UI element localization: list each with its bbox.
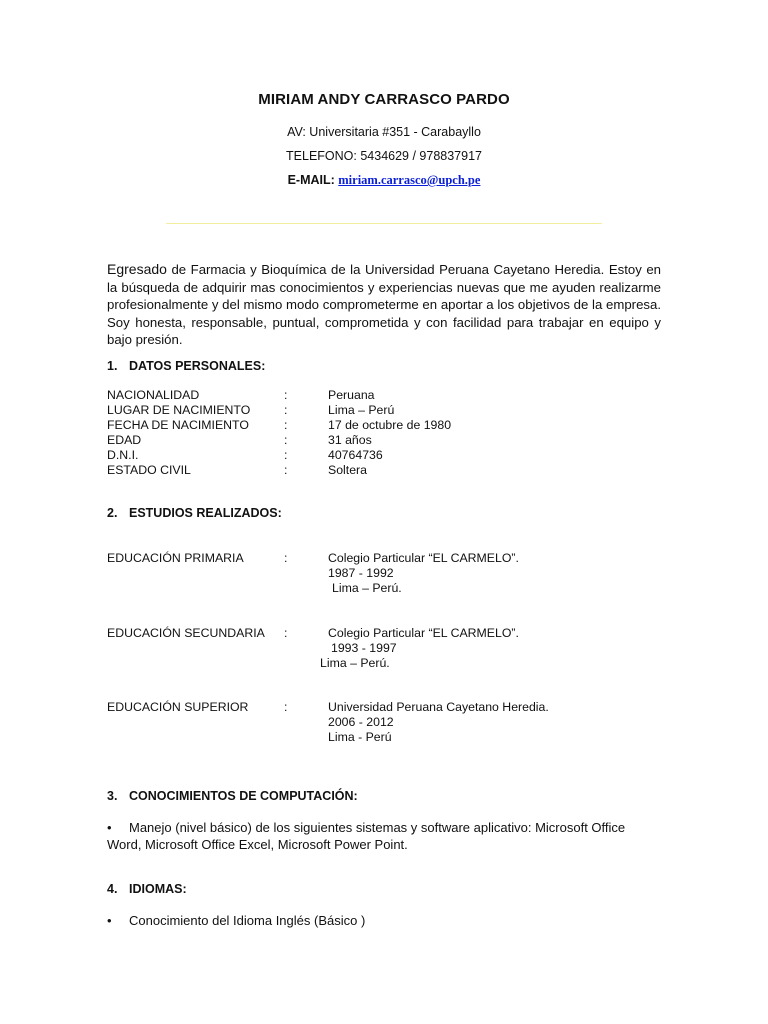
education-place: Lima - Perú (328, 730, 392, 744)
intro-text: de Farmacia y Bioquímica de la Universidad Peruana Cayetano Heredia. Estoy en la búsqueda de adquirir mas conocimientos y experiencias nuevas que me ayuden realizarme profesionalmente y del mismo modo comprometerme en aportar a los objetivos de la empresa. Soy honesta, responsable, puntual, comprometida y con facilidad para trabajar en equipo y bajo presión. (107, 262, 661, 347)
language-bullet-item (107, 912, 663, 929)
education-school: Colegio Particular “EL CARMELO”. (328, 626, 519, 640)
phone-line: TELEFONO: 5434629 / 978837917 (286, 149, 482, 163)
education-years: 1987 - 1992 (328, 566, 394, 580)
education-place: Lima – Perú. (320, 656, 390, 670)
field-value: 17 de octubre de 1980 (328, 418, 452, 432)
email-line (0, 173, 768, 188)
field-colon: : (284, 403, 288, 417)
section-title: IDIOMAS: (129, 882, 187, 896)
address-line: AV: Universitaria #351 - Carabayllo (287, 125, 481, 139)
email-label: E-MAIL: (287, 173, 335, 187)
section-number: 4. (107, 882, 118, 896)
personal-row (0, 388, 768, 403)
education-colon: : (284, 551, 288, 565)
bullet-icon: • (107, 820, 112, 835)
computing-bullet-item (107, 819, 663, 853)
field-colon: : (284, 418, 288, 432)
field-value: Soltera (328, 463, 367, 477)
education-colon: : (284, 626, 288, 640)
intro-first-word: Egresado (107, 261, 167, 277)
field-label: ESTADO CIVIL (107, 463, 191, 477)
field-colon: : (284, 433, 288, 447)
education-colon: : (284, 700, 288, 714)
education-entry-secondary (0, 626, 768, 674)
education-label: EDUCACIÓN PRIMARIA (107, 551, 244, 565)
section-heading-computing (107, 789, 358, 803)
education-school: Universidad Peruana Cayetano Heredia. (328, 700, 549, 714)
field-value: 40764736 (328, 448, 383, 462)
section-heading-languages (107, 882, 187, 896)
education-label: EDUCACIÓN SUPERIOR (107, 700, 249, 714)
field-value: 31 años (328, 433, 372, 447)
section-number: 1. (107, 359, 118, 373)
education-entry-higher (0, 700, 768, 748)
intro-paragraph (107, 261, 661, 349)
education-years: 1993 - 1997 (331, 641, 397, 655)
section-heading-personal (107, 359, 265, 373)
header-divider (166, 223, 602, 224)
field-value: Lima – Perú (328, 403, 395, 417)
email-link[interactable]: miriam.carrasco@upch.pe (338, 173, 481, 187)
education-place: Lima – Perú. (332, 581, 402, 595)
section-number: 2. (107, 506, 118, 520)
field-label: FECHA DE NACIMIENTO (107, 418, 249, 432)
field-value: Peruana (328, 388, 375, 402)
education-label: EDUCACIÓN SECUNDARIA (107, 626, 265, 640)
language-text: Conocimiento del Idioma Inglés (Básico ) (129, 913, 366, 928)
field-label: NACIONALIDAD (107, 388, 200, 402)
field-label: D.N.I. (107, 448, 139, 462)
personal-row (0, 418, 768, 433)
personal-row (0, 448, 768, 463)
section-title: DATOS PERSONALES: (129, 359, 266, 373)
section-heading-studies (107, 506, 282, 520)
field-colon: : (284, 388, 288, 402)
bullet-icon: • (107, 913, 112, 928)
education-years: 2006 - 2012 (328, 715, 394, 729)
field-label: LUGAR DE NACIMIENTO (107, 403, 251, 417)
section-title: CONOCIMIENTOS DE COMPUTACIÓN: (129, 789, 358, 803)
section-title: ESTUDIOS REALIZADOS: (129, 506, 282, 520)
personal-row (0, 403, 768, 418)
computing-text: Manejo (nivel básico) de los siguientes sistemas y software aplicativo: Microsoft Office Word, Microsoft Office Excel, Microsoft Power Point. (107, 820, 626, 852)
education-school: Colegio Particular “EL CARMELO”. (328, 551, 519, 565)
personal-row (0, 433, 768, 448)
field-label: EDAD (107, 433, 142, 447)
personal-row (0, 463, 768, 478)
education-entry-primary (0, 551, 768, 599)
field-colon: : (284, 448, 288, 462)
section-number: 3. (107, 789, 118, 803)
candidate-name: MIRIAM ANDY CARRASCO PARDO (258, 91, 510, 108)
field-colon: : (284, 463, 288, 477)
